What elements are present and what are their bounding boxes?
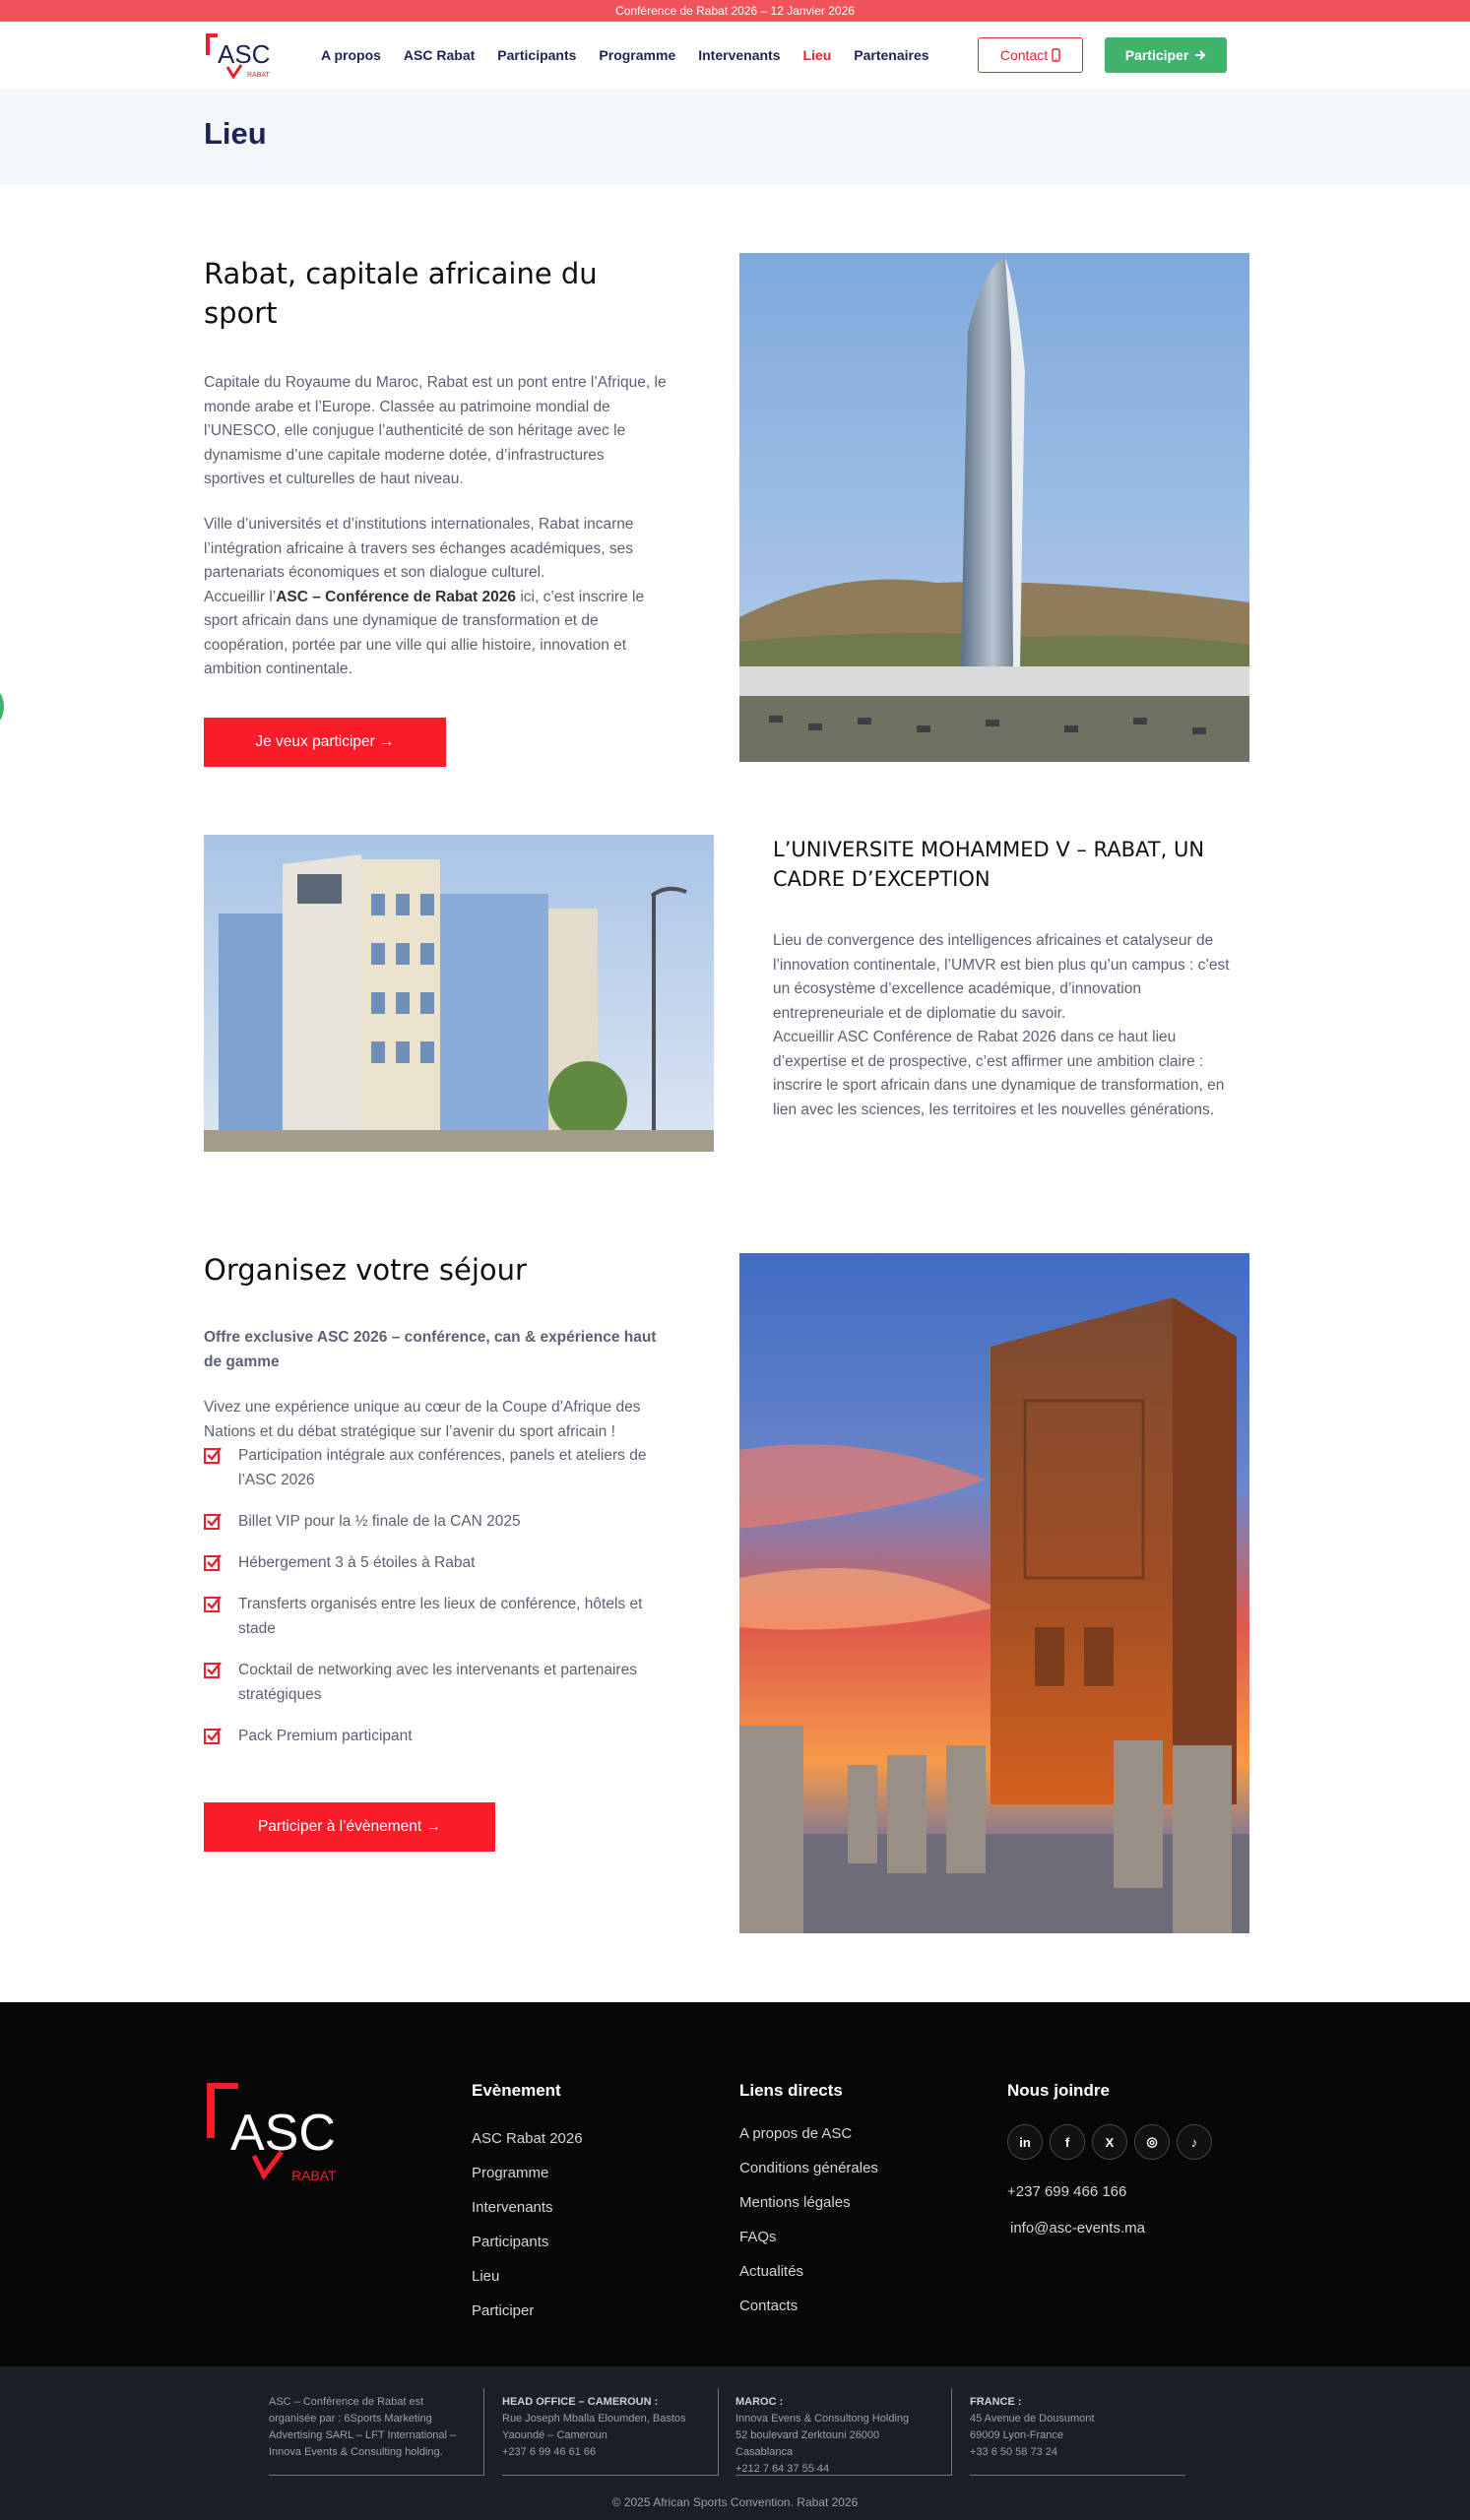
list-item-text: Pack Premium participant [238,1728,413,1744]
office-line: +212 7 64 37 55 44 [735,2463,830,2475]
list-item-text: Hébergement 3 à 5 étoiles à Rabat [238,1554,476,1571]
office-title: MAROC : [735,2396,784,2408]
office-line: Innova Evens & Consultong Holding [735,2413,910,2425]
stay-benefits-list [204,1443,676,1765]
rabat-tower-image [739,253,1249,762]
office-line: Casablanca [735,2446,794,2458]
section1-paragraph-3-pre: Accueillir l’ [204,588,277,605]
site-footer [0,2002,1470,2366]
footer-column-nous-joindre [1007,2081,1212,2254]
list-item-text: Cocktail de networking avec les intervenants et partenaires stratégiques [238,1662,637,1703]
sub-footer [0,2366,1470,2520]
nav-item-intervenants[interactable]: Intervenants [698,47,781,63]
university-building-image [204,835,714,1152]
section2-paragraph [773,929,1250,1122]
section3-title: Organisez votre séjour [204,1253,527,1287]
page-title-band [0,89,1470,185]
section2-title: L’UNIVERSITE MOHAMMED V – RABAT, UN CADRE D’EXCEPTION [773,838,1205,891]
office-line: 45 Avenue de Dousumont [970,2413,1095,2425]
office-france [970,2394,1186,2461]
footer-column-title: Evènement [472,2081,561,2100]
office-line: 52 boulevard Zerktouni 26000 [735,2429,880,2441]
floating-chat-handle[interactable] [0,689,4,724]
checkbox-icon [204,1595,223,1613]
office-line: 69009 Lyon-France [970,2429,1063,2441]
section2-paragraph-1: Lieu de convergence des intelligences africaines et catalyseur de l’innovation continentale, l’UMVR est bien plus qu’un campus : c’est un écosystème d’excellence académique, d’innovation entrepreneuriale et de diplomatie du savoir. [773,932,1230,1022]
footer-asc-logo[interactable] [205,2079,345,2185]
section3-intro: Vivez une expérience unique au cœur de la Coupe d’Afrique des Nations et du débat stratégique sur l’avenir du sport africain ! [204,1399,641,1440]
nav-item-asc-rabat[interactable]: ASC Rabat [403,47,476,63]
footer-link[interactable]: Programme [472,2165,549,2181]
section1-paragraph-3-post: ici, c’est inscrire le sport africain dans une dynamique de transformation et de coopération, portée par une ville qui allie histoire, innovation et ambition continentale. [204,588,645,677]
hassan-tower-image [739,1253,1249,1933]
arrow-right-icon [1194,49,1206,61]
tiktok-icon[interactable]: ♪ [1177,2124,1212,2160]
list-item-text: Participation intégrale aux conférences, panels et ateliers de l’ASC 2026 [238,1447,647,1488]
site-header [0,22,1470,89]
footer-email[interactable]: info@asc-events.ma [1010,2220,1145,2236]
list-item-text: Transferts organisés entre les lieux de conférence, hôtels et stade [238,1596,643,1637]
nav-item-participants[interactable]: Participants [497,47,577,63]
office-maroc [735,2394,952,2478]
x-twitter-icon[interactable]: X [1092,2124,1127,2160]
list-item [204,1550,676,1575]
instagram-icon[interactable]: ◎ [1134,2124,1170,2160]
participer-button[interactable] [1105,37,1227,73]
phone-icon [1052,48,1060,62]
section1-paragraph-2 [204,513,667,682]
facebook-icon[interactable]: f [1050,2124,1085,2160]
office-line: Rue Joseph Mballa Eloumden, Bastos [502,2413,686,2425]
section1-title: Rabat, capitale africaine du sport [204,257,598,330]
section2-paragraph-2: Accueillir ASC Conférence de Rabat 2026 dans ce haut lieu d’expertise et de prospective, c’est affirmer une ambition claire : inscrire le sport africain dans une dynamique de transformation, en lien avec les sciences, les territoires et les nouvelles générations. [773,1029,1225,1118]
list-item [204,1724,676,1748]
main-nav [321,22,952,89]
organizer-line: Innova Events & Consulting holding. [269,2446,443,2458]
social-links [1007,2124,1212,2160]
checkbox-icon [204,1661,223,1679]
nav-item-programme[interactable]: Programme [599,47,676,63]
logo-text: ASC [218,39,271,69]
section1-paragraph-3-bold: ASC – Conférence de Rabat 2026 [276,588,517,605]
footer-link[interactable]: Mentions légales [739,2194,851,2211]
footer-link[interactable]: Lieu [472,2268,500,2285]
section1-paragraph-2-text: Ville d’universités et d’institutions internationales, Rabat incarne l’intégration africaine à travers ses échanges académiques, ses partenariats économiques et son dialogue culturel. [204,516,634,581]
announcement-bar [0,0,1470,22]
footer-column-title: Liens directs [739,2081,843,2100]
logo-sub: RABAT [247,72,270,79]
asc-logo[interactable] [204,30,275,81]
checkbox-icon [204,1553,223,1572]
divider [970,2475,1185,2476]
checkbox-icon [204,1727,223,1745]
divider [269,2475,483,2476]
footer-logo-text: ASC [230,2105,336,2162]
divider [483,2388,484,2476]
office-line: Yaoundé – Cameroun [502,2429,607,2441]
section1-paragraph-1: Capitale du Royaume du Maroc, Rabat est un pont entre l’Afrique, le monde arabe et l’Europe. Classée au patrimoine mondial de l’UNESCO, elle conjugue l’authenticité de son héritage avec le dynamisme d’une capitale moderne dotée, d’infrastructures sportives et culturelles de haut niveau. [204,374,667,487]
contact-button[interactable] [978,37,1083,73]
organizer-info [269,2394,466,2461]
nav-item-partenaires[interactable]: Partenaires [854,47,929,63]
participer-button-label: Participer [1124,47,1189,63]
participer-evenement-button[interactable] [204,1802,495,1852]
footer-column-liens-directs [739,2081,878,2332]
list-item [204,1658,676,1707]
divider [502,2475,718,2476]
nav-item-lieu[interactable]: Lieu [802,47,832,63]
office-line: +33 6 50 58 73 24 [970,2446,1057,2458]
divider [735,2475,951,2476]
footer-link[interactable]: Participer [472,2302,535,2319]
checkbox-icon [204,1512,223,1531]
participer-evenement-label: Participer à l’évènement → [257,1818,442,1835]
linkedin-icon[interactable]: in [1007,2124,1043,2160]
footer-column-evenement [472,2081,583,2337]
page-title: Lieu [204,116,267,151]
footer-link[interactable]: FAQs [739,2229,777,2245]
section3-offer: Offre exclusive ASC 2026 – conférence, can & expérience haut de gamme [204,1329,657,1370]
office-title: FRANCE : [970,2396,1022,2408]
checkbox-icon [204,1446,223,1465]
footer-link[interactable]: Conditions générales [739,2160,878,2176]
footer-column-title: Nous joindre [1007,2081,1110,2100]
footer-link[interactable]: Participants [472,2234,549,2250]
office-cameroun [502,2394,719,2461]
footer-link[interactable]: Intervenants [472,2199,553,2216]
divider [718,2388,719,2476]
footer-link[interactable]: Contacts [739,2298,799,2314]
organizer-line: organisée par : 6Sports Marketing [269,2413,432,2425]
je-veux-participer-label: Je veux participer → [255,733,395,750]
announcement-text: Conférence de Rabat 2026 – 12 Janvier 2026 [615,4,855,18]
je-veux-participer-button[interactable] [204,718,446,767]
office-title: HEAD OFFICE – CAMEROUN : [502,2396,659,2408]
office-line: +237 6 99 46 61 66 [502,2446,597,2458]
contact-button-label: Contact [999,47,1049,63]
list-item [204,1509,676,1534]
footer-phone[interactable]: +237 699 466 166 [1007,2183,1127,2200]
organizer-line: ASC – Conférence de Rabat est [269,2396,424,2408]
list-item [204,1443,676,1492]
footer-logo-sub: RABAT [291,2168,337,2183]
nav-item-a-propos[interactable]: A propos [321,47,381,63]
list-item-text: Billet VIP pour la ½ finale de la CAN 2025 [238,1513,521,1530]
footer-link[interactable]: Actualités [739,2263,804,2280]
organizer-line: Advertising SARL – LFT International – [269,2429,457,2441]
divider [951,2388,952,2476]
footer-link[interactable]: ASC Rabat 2026 [472,2130,583,2147]
list-item [204,1592,676,1641]
footer-link[interactable]: A propos de ASC [739,2125,853,2142]
copyright: © 2025 African Sports Convention. Rabat 2026 [611,2495,859,2509]
